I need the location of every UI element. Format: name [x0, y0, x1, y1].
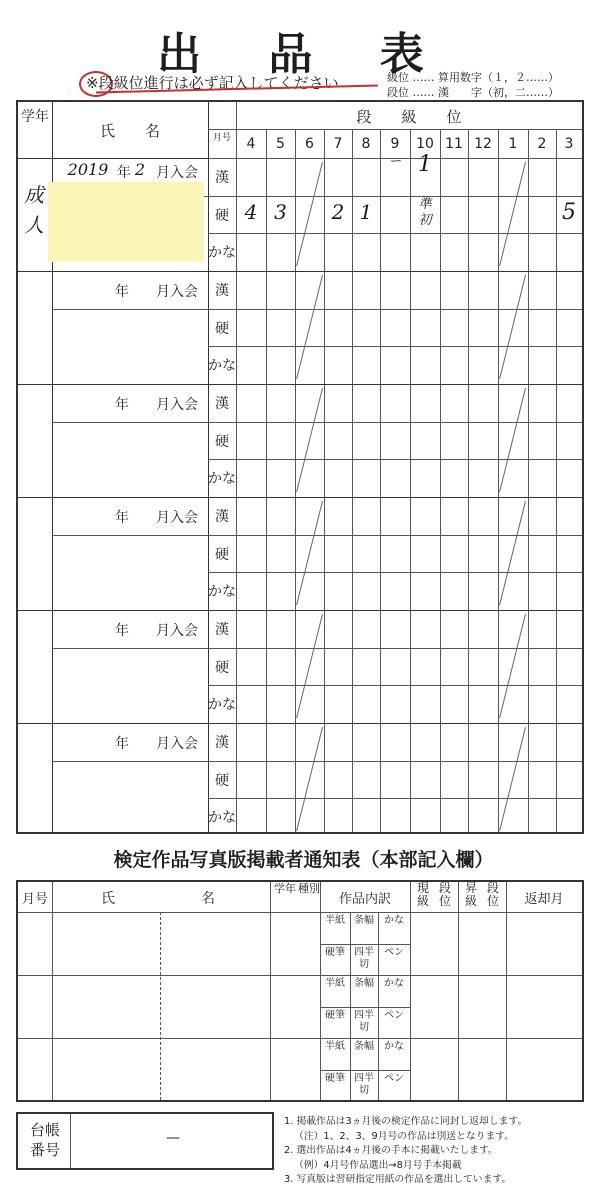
category-3-0: 漢	[215, 509, 229, 525]
month-label-3: 月入会	[156, 510, 198, 526]
slash-mark-col12-1	[499, 275, 526, 379]
s2-name-header-a: 氏	[101, 891, 115, 907]
month-label-0: 月入会	[156, 165, 198, 181]
category-2-0: 漢	[215, 396, 229, 412]
year-label-4: 年	[115, 623, 129, 639]
category-1-2: かな	[208, 358, 236, 375]
s2-item-0-1-0: 硬筆	[325, 946, 345, 958]
category-4-2: かな	[208, 697, 236, 714]
s2-item-1-0-0: 半紙	[325, 978, 345, 989]
grade-entry-0[interactable]: 成人	[24, 183, 44, 237]
month-header-8: 11	[445, 136, 463, 152]
month-label-1: 月入会	[156, 284, 198, 300]
slash-mark-col6-2	[296, 388, 323, 492]
s2-item-2-1-2: ペン	[384, 1072, 404, 1084]
month-header-1: 4	[246, 136, 256, 152]
month-label-5: 月入会	[156, 736, 198, 752]
footer-notes	[284, 1115, 604, 1188]
s2-item-2-0-2: かな	[384, 1041, 404, 1052]
s2-promo-b: 級	[464, 894, 477, 908]
month-header-11: 2	[537, 136, 547, 152]
hand-ko-5[interactable]: 3	[274, 199, 287, 224]
s2-item-2-1-0: 硬筆	[325, 1072, 345, 1084]
note-1-sub: （注）1、2、3、9月号の作品は別送となります。	[294, 1130, 515, 1142]
hand-kan-9[interactable]: 1	[418, 152, 432, 177]
slash-mark-col12-2	[499, 388, 526, 492]
month-label-2: 月入会	[156, 397, 198, 413]
hand-ko-9-a[interactable]: 準	[418, 196, 432, 212]
month-header-10: 1	[508, 136, 518, 152]
s2-current-a: 現	[416, 881, 429, 895]
hand-ko-9-b[interactable]: 初	[418, 212, 432, 228]
month-header-5: 8	[361, 136, 371, 152]
category-5-0: 漢	[215, 735, 229, 751]
s2-item-0-0-0: 半紙	[325, 915, 345, 926]
s2-promo-a: 昇	[464, 881, 477, 895]
slash-mark-col6-5	[296, 727, 323, 831]
s2-content-header: 作品内訳	[338, 892, 391, 907]
ledger-label-b: 番号	[29, 1141, 60, 1159]
category-0-2: かな	[208, 245, 236, 262]
month-header-2: 5	[276, 136, 285, 152]
redacted-name	[48, 182, 204, 262]
hand-ko-7[interactable]: 2	[331, 199, 345, 224]
note-2: 2. 選出作品は4ヵ月後の手本に掲載いたします。	[284, 1145, 498, 1156]
ledger-label	[22, 1120, 68, 1160]
category-0-1: 硬	[215, 207, 229, 224]
slash-mark-col12-0	[499, 162, 526, 266]
month-header-9: 12	[474, 136, 492, 152]
slash-mark-col12-5	[499, 727, 526, 831]
slash-mark-col12-4	[499, 614, 526, 718]
note-2-sub: （例）4月号作品選出→8月号手本掲載	[294, 1159, 462, 1171]
s2-item-2-0-0: 半紙	[325, 1041, 345, 1052]
hand-ko-8[interactable]: 1	[359, 199, 373, 224]
s2-item-0-1-2: ペン	[384, 946, 404, 958]
category-5-2: かな	[208, 810, 236, 827]
month-number-label: 月号	[212, 133, 231, 143]
year-label-3: 年	[115, 510, 129, 526]
s2-item-1-0-2: かな	[384, 978, 404, 989]
s2-promo-d: 位	[486, 894, 499, 908]
year-label-0: 年	[117, 165, 131, 181]
ledger-number-input[interactable]: —	[166, 1130, 180, 1146]
s2-name-header-b: 名	[201, 891, 215, 907]
slash-mark-col6-1	[296, 275, 323, 379]
category-3-1: 硬	[215, 546, 229, 563]
slash-mark-col6-4	[296, 614, 323, 718]
s2-item-1-1-0: 硬筆	[325, 1009, 345, 1021]
category-3-2: かな	[208, 584, 236, 601]
legend-line-2: 段位 …… 漢 字（初，二……）	[387, 86, 559, 99]
s2-current-d: 位	[438, 894, 451, 908]
note-3: 3. 写真版は習研指定用紙の作品を選出しています。	[284, 1174, 512, 1185]
page-title: 出 品 表	[157, 29, 450, 80]
year-label-5: 年	[115, 736, 129, 752]
hand-ko-3[interactable]: 5	[562, 199, 576, 225]
category-4-1: 硬	[215, 659, 229, 676]
join-year-0[interactable]: 2019	[67, 160, 109, 179]
year-label-1: 年	[115, 284, 129, 300]
month-header-7: 10	[416, 136, 434, 152]
category-5-1: 硬	[215, 772, 229, 789]
s2-item-0-0-1: 条幅	[354, 915, 374, 926]
month-header-6: 9	[390, 136, 400, 152]
s2-item-1-0-1: 条幅	[354, 978, 374, 989]
s2-item-0-1-1: 四半切	[354, 946, 374, 970]
s2-month-header: 月号	[21, 892, 48, 907]
s2-promo-c: 段	[486, 881, 499, 895]
category-2-2: かな	[208, 471, 236, 488]
join-month-0[interactable]: 2	[134, 160, 146, 179]
s2-item-0-0-2: かな	[384, 915, 404, 926]
hand-ko-4[interactable]: 4	[244, 199, 258, 224]
category-2-1: 硬	[215, 433, 229, 450]
rank-header: 段 級 位	[356, 108, 462, 126]
slash-mark-col12-3	[499, 501, 526, 605]
category-0-0: 漢	[215, 170, 229, 186]
s2-current-c: 段	[438, 881, 451, 895]
s2-return-header: 返却月	[524, 892, 564, 907]
year-label-2: 年	[115, 397, 129, 413]
month-header-12: 3	[564, 136, 574, 152]
slash-mark-col6-3	[296, 501, 323, 605]
s2-item-2-0-1: 条幅	[354, 1041, 374, 1052]
notice-table	[16, 880, 584, 1102]
s2-grade-header-a: 学年	[274, 882, 296, 895]
category-4-0: 漢	[215, 622, 229, 638]
month-header-4: 7	[333, 136, 343, 152]
rank-legend	[387, 70, 559, 100]
month-header-3: 6	[305, 136, 314, 152]
hand-kan-8[interactable]: ー	[388, 154, 401, 168]
instruction-note: ※段級位進行は必ず記入してください	[86, 74, 339, 92]
s2-grade-header-b: 種別	[298, 882, 320, 895]
s2-current-b: 級	[416, 894, 429, 908]
month-label-4: 月入会	[156, 623, 198, 639]
ledger-box	[16, 1112, 274, 1170]
s2-item-2-1-1: 四半切	[354, 1072, 374, 1096]
s2-item-1-1-1: 四半切	[354, 1009, 374, 1033]
legend-line-1: 級位 …… 算用数字（１，２……）	[387, 71, 559, 84]
name-header: 氏 名	[99, 122, 160, 140]
category-1-1: 硬	[215, 320, 229, 337]
grade-header: 学年	[21, 109, 49, 125]
category-1-0: 漢	[215, 283, 229, 299]
section2-title: 検定作品写真版掲載者通知表（本部記入欄）	[113, 849, 494, 871]
slash-mark-col6-0	[296, 162, 323, 266]
s2-item-1-1-2: ペン	[384, 1009, 404, 1021]
ledger-label-a: 台帳	[29, 1121, 60, 1139]
note-1: 1. 掲載作品は3ヵ月後の検定作品に同封し返却します。	[284, 1116, 528, 1127]
